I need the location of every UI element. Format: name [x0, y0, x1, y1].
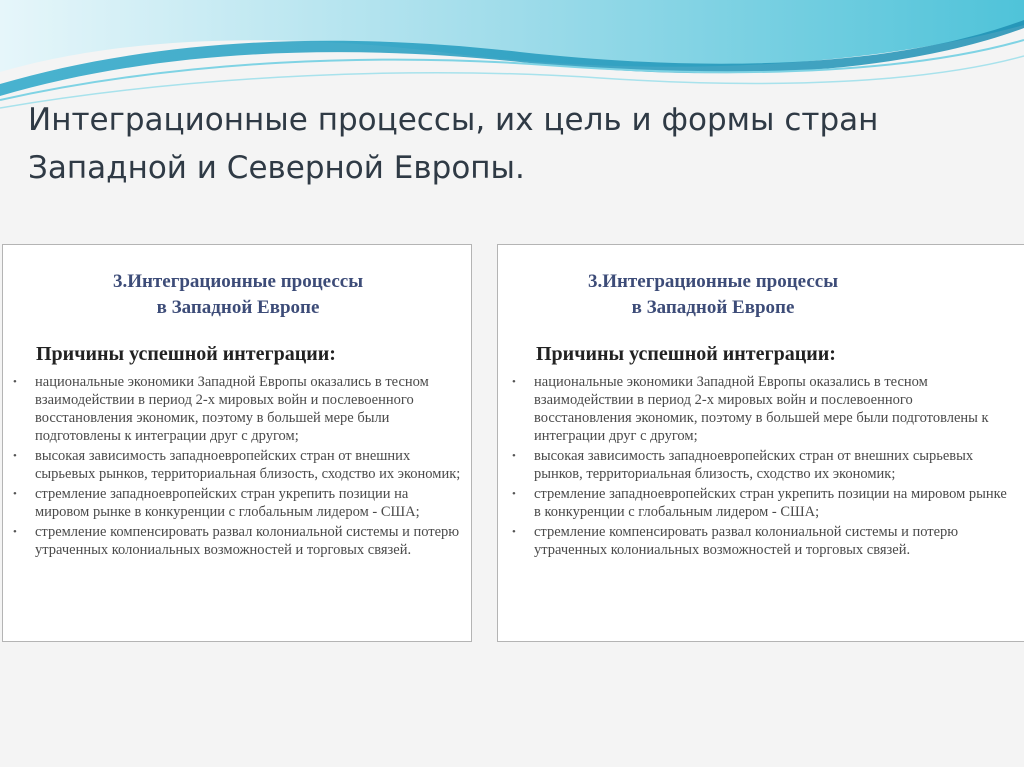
bullet-icon: •	[13, 488, 17, 500]
panel-heading-line1: 3.Интеграционные процессы	[112, 271, 364, 292]
panel-heading	[3, 269, 473, 321]
reasons-list	[11, 373, 463, 561]
bullet-icon: •	[512, 488, 516, 500]
panel-heading	[498, 269, 928, 321]
list-item: • национальные экономики Западной Европы оказались в тесном взаимодействии в период 2-х мировых войн и послевоенного восстановления экономик, поэтому в большей мере были подготовлены к интеграции друг с другом;	[512, 374, 989, 444]
list-item: • стремление компенсировать развал колониальной системы и потерю утраченных колониальных возможностей и торговых связей.	[512, 524, 959, 558]
panel-heading-line2: в Западной Европе	[156, 297, 320, 318]
bullet-icon: •	[512, 526, 516, 538]
section-title: Причины успешной интеграции:	[536, 343, 836, 365]
bullet-icon: •	[512, 450, 516, 462]
bullet-icon: •	[13, 526, 17, 538]
list-item: • стремление западноевропейских стран укрепить позиции на мировом рынке в конкуренции с глобальным лидером - США;	[13, 486, 420, 520]
list-item: • стремление западноевропейских стран укрепить позиции на мировом рынке в конкуренции с глобальным лидером - США;	[512, 486, 1007, 520]
panel-heading-line2: в Западной Европе	[631, 297, 795, 318]
list-item: • высокая зависимость западноевропейских стран от внешних сырьевых рынков, территориальная близость, сходство их экономик;	[512, 448, 974, 482]
slide-image-right	[497, 244, 1024, 642]
reasons-list	[510, 373, 1010, 561]
list-item: • высокая зависимость западноевропейских стран от внешних сырьевых рынков, территориальная близость, сходство их экономик;	[13, 448, 461, 482]
list-item: • национальные экономики Западной Европы оказались в тесном взаимодействии в период 2-х мировых войн и послевоенного восстановления экономик, поэтому в большей мере были подготовлены к интеграции друг с другом;	[13, 374, 429, 444]
bullet-icon: •	[13, 376, 17, 388]
section-title: Причины успешной интеграции:	[36, 343, 336, 365]
slide-image-left	[2, 244, 472, 642]
slide-title: Интеграционные процессы, их цель и формы стран Западной и Северной Европы.	[28, 102, 879, 186]
list-item: • стремление компенсировать развал колониальной системы и потерю утраченных колониальных возможностей и торговых связей.	[13, 524, 460, 558]
bullet-icon: •	[13, 450, 17, 462]
panel-heading-line1: 3.Интеграционные процессы	[587, 271, 839, 292]
bullet-icon: •	[512, 376, 516, 388]
